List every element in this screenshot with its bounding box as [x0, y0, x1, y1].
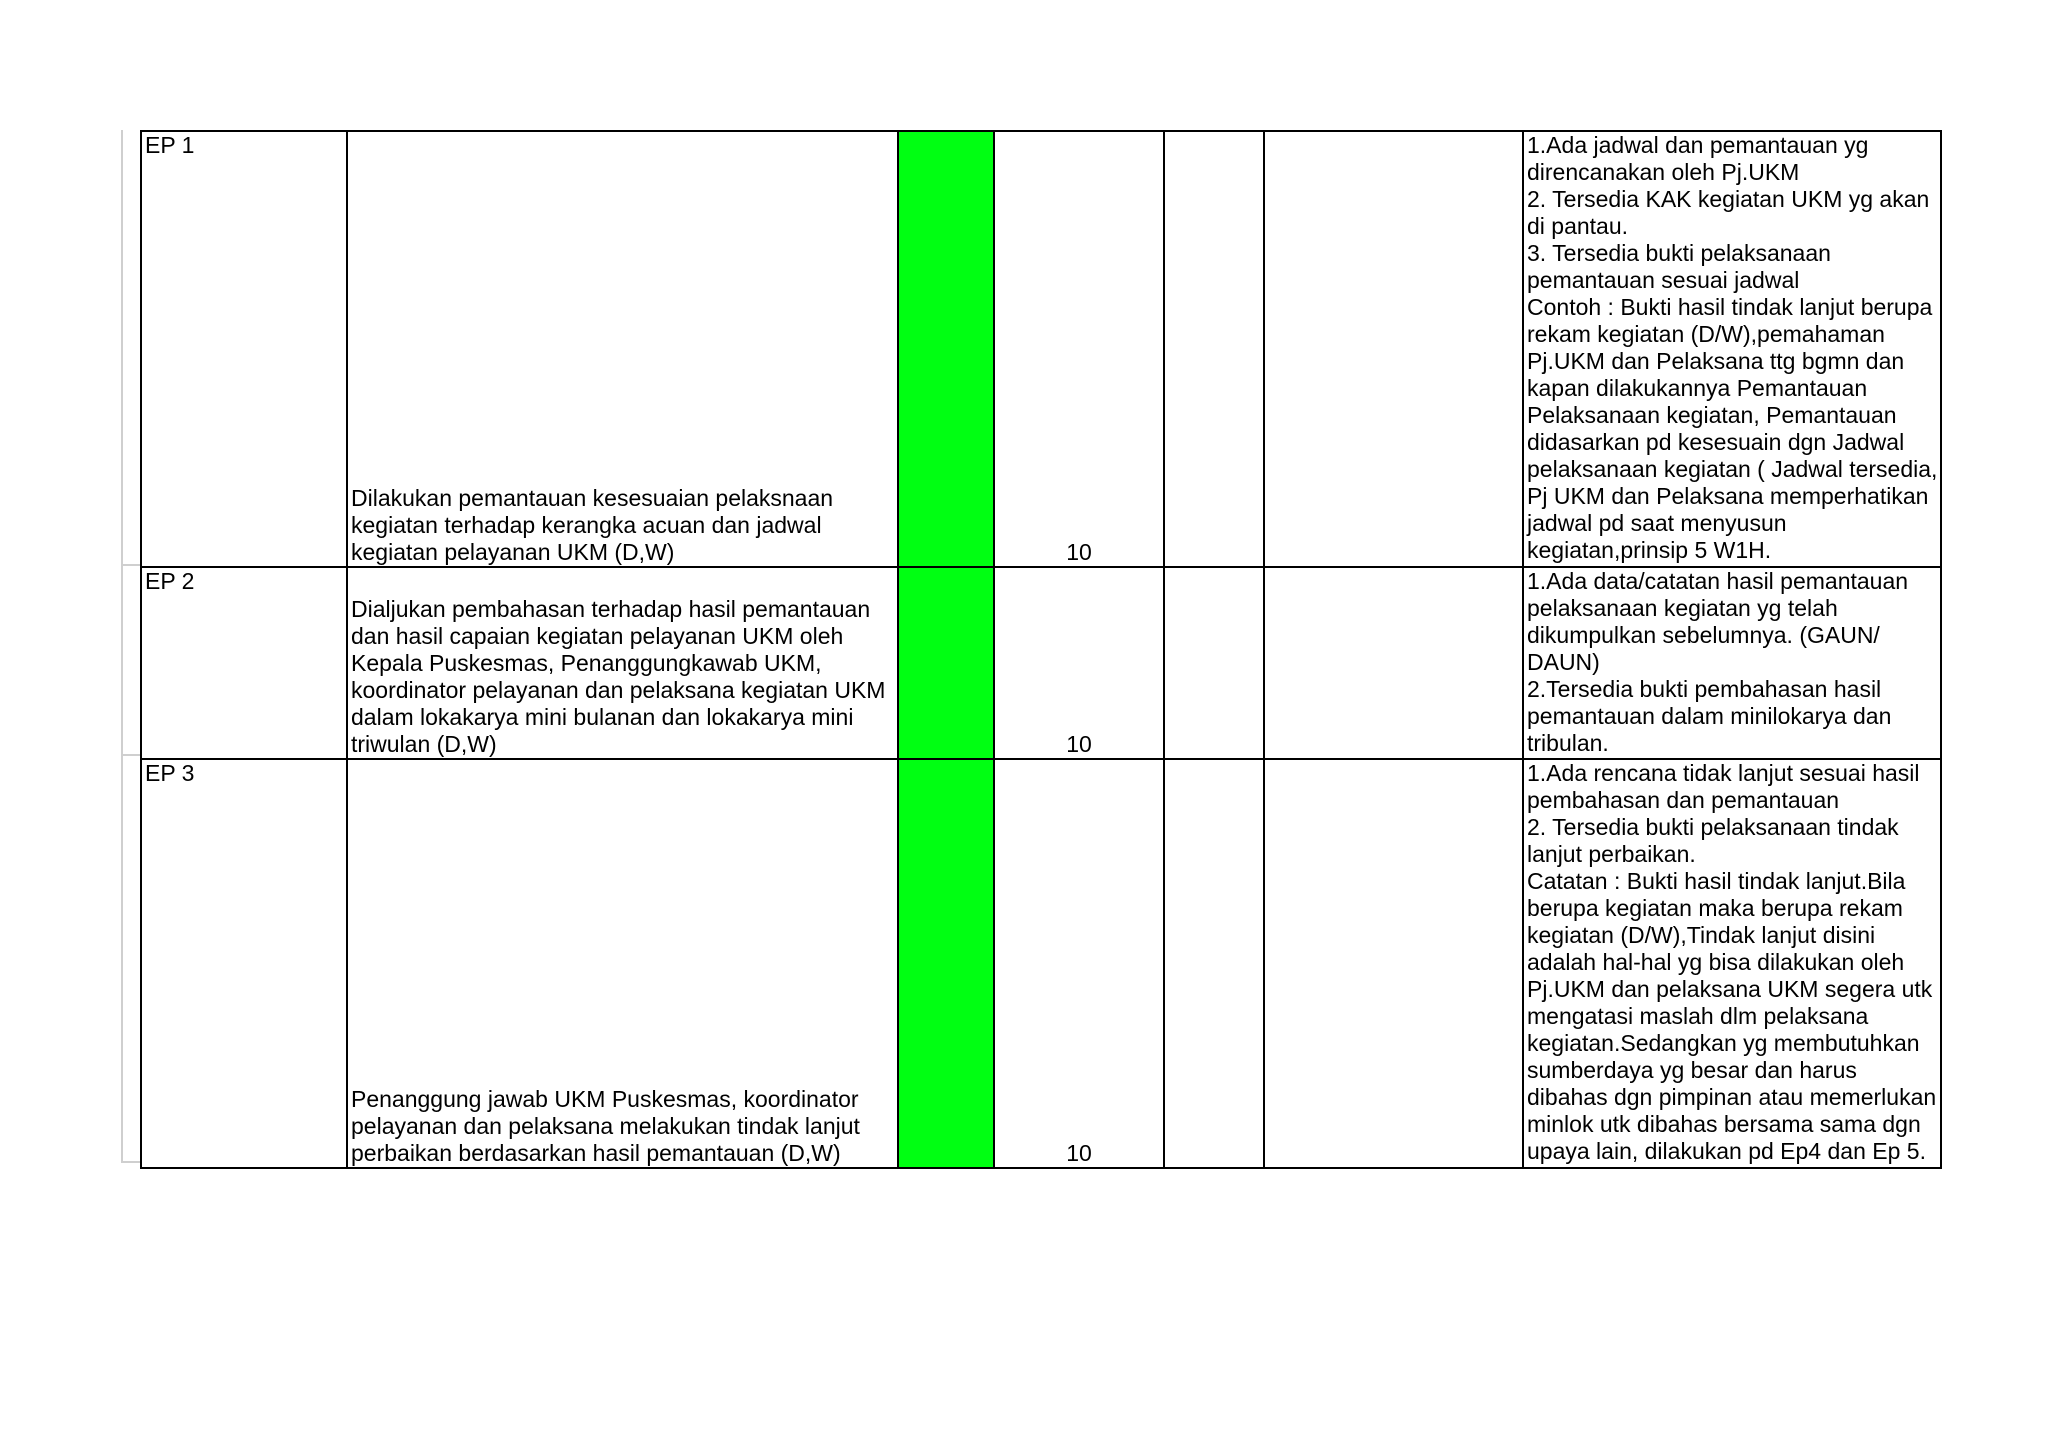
text-line: jadwal pd saat menyusun — [1527, 510, 1787, 536]
text-line: tribulan. — [1527, 730, 1609, 756]
score-cell: 10 — [994, 567, 1164, 759]
evidence-notes — [1523, 131, 1941, 567]
text-line: adalah hal-hal yg bisa dilakukan oleh — [1527, 949, 1905, 975]
text-line: pelaksanaan kegiatan yg telah — [1527, 595, 1838, 621]
text-line: berupa kegiatan maka berupa rekam — [1527, 895, 1903, 921]
text-line: di pantau. — [1527, 213, 1629, 239]
text-line: Dilakukan pemantauan kesesuaian pelaksnaan — [351, 485, 834, 511]
empty-cell — [1164, 131, 1264, 567]
text-line: mengatasi maslah dlm pelaksana — [1527, 1003, 1869, 1029]
criteria-description — [347, 759, 898, 1168]
text-line: Penanggung jawab UKM Puskesmas, koordinator — [351, 1086, 859, 1112]
table-row-ep3 — [141, 759, 1941, 1168]
assessment-table — [140, 130, 1942, 1169]
text-line: dan hasil capaian kegiatan pelayanan UKM oleh — [351, 623, 844, 649]
text-line: dikumpulkan sebelumnya. (GAUN/ — [1527, 622, 1880, 648]
empty-cell — [1164, 759, 1264, 1168]
row-divider — [121, 1161, 141, 1163]
text-line: kapan dilakukannya Pemantauan — [1527, 375, 1868, 401]
text-line: DAUN) — [1527, 649, 1600, 675]
text-line: kegiatan.Sedangkan yg membutuhkan — [1527, 1030, 1920, 1056]
evidence-notes — [1523, 759, 1941, 1168]
text-line: 2.Tersedia bukti pembahasan hasil — [1527, 676, 1882, 702]
text-line: pelayanan dan pelaksana melakukan tindak lanjut — [351, 1113, 860, 1139]
text-line: 1.Ada data/catatan hasil pemantauan — [1527, 568, 1909, 594]
text-line: dibahas dgn pimpinan atau memerlukan — [1527, 1084, 1937, 1110]
text-line: lanjut perbaikan. — [1527, 841, 1696, 867]
text-line: dalam lokakarya mini bulanan dan lokakarya mini — [351, 704, 854, 730]
empty-cell — [1264, 759, 1523, 1168]
text-line: Contoh : Bukti hasil tindak lanjut berupa — [1527, 294, 1933, 320]
text-line: 1.Ada rencana tidak lanjut sesuai hasil — [1527, 760, 1920, 786]
text-line: koordinator pelayanan dan pelaksana kegiatan UKM — [351, 677, 886, 703]
text-line: kegiatan pelayanan UKM (D,W) — [351, 539, 675, 565]
text-line: Pelaksanaan kegiatan, Pemantauan — [1527, 402, 1897, 428]
criteria-description — [347, 567, 898, 759]
text-line: direncanakan oleh Pj.UKM — [1527, 159, 1800, 185]
empty-cell — [1264, 131, 1523, 567]
text-line: kegiatan (D/W),Tindak lanjut disini — [1527, 922, 1876, 948]
text-line: pelaksanaan kegiatan ( Jadwal tersedia, — [1527, 456, 1938, 482]
text-line: rekam kegiatan (D/W),pemahaman — [1527, 321, 1885, 347]
text-line: 3. Tersedia bukti pelaksanaan — [1527, 240, 1831, 266]
text-line: 2. Tersedia bukti pelaksanaan tindak — [1527, 814, 1899, 840]
text-line: pemantauan dalam minilokarya dan — [1527, 703, 1892, 729]
text-line: pemantauan sesuai jadwal — [1527, 267, 1800, 293]
text-line: didasarkan pd kesesuain dgn Jadwal — [1527, 429, 1905, 455]
score-cell: 10 — [994, 759, 1164, 1168]
ep-label: EP 3 — [141, 759, 347, 1168]
row-divider — [121, 754, 141, 756]
status-fill-cell — [898, 567, 994, 759]
text-line: Catatan : Bukti hasil tindak lanjut.Bila — [1527, 868, 1906, 894]
text-line: upaya lain, dilakukan pd Ep4 dan Ep 5. — [1527, 1138, 1926, 1164]
text-line: 1.Ada jadwal dan pemantauan yg — [1527, 132, 1869, 158]
criteria-description — [347, 131, 898, 567]
status-fill-cell — [898, 131, 994, 567]
text-line: perbaikan berdasarkan hasil pemantauan (D,W) — [351, 1140, 841, 1166]
text-line: Pj.UKM dan pelaksana UKM segera utk — [1527, 976, 1933, 1002]
empty-cell — [1164, 567, 1264, 759]
table-row-ep2 — [141, 567, 1941, 759]
text-line: sumberdaya yg besar dan harus — [1527, 1057, 1857, 1083]
status-fill-cell — [898, 759, 994, 1168]
empty-cell — [1264, 567, 1523, 759]
text-line: pembahasan dan pemantauan — [1527, 787, 1840, 813]
table-row-ep1 — [141, 131, 1941, 567]
score-cell: 10 — [994, 131, 1164, 567]
text-line: kegiatan,prinsip 5 W1H. — [1527, 537, 1772, 563]
text-line: Kepala Puskesmas, Penanggungkawab UKM, — [351, 650, 822, 676]
text-line: kegiatan terhadap kerangka acuan dan jadwal — [351, 512, 822, 538]
text-line: Dialjukan pembahasan terhadap hasil pemantauan — [351, 596, 871, 622]
text-line: triwulan (D,W) — [351, 731, 497, 757]
text-line: minlok utk dibahas bersama sama dgn — [1527, 1111, 1921, 1137]
row-divider — [121, 564, 141, 566]
text-line: Pj UKM dan Pelaksana memperhatikan — [1527, 483, 1929, 509]
ep-label: EP 1 — [141, 131, 347, 567]
text-line: 2. Tersedia KAK kegiatan UKM yg akan — [1527, 186, 1930, 212]
ep-label: EP 2 — [141, 567, 347, 759]
evidence-notes — [1523, 567, 1941, 759]
text-line: Pj.UKM dan Pelaksana ttg bgmn dan — [1527, 348, 1905, 374]
